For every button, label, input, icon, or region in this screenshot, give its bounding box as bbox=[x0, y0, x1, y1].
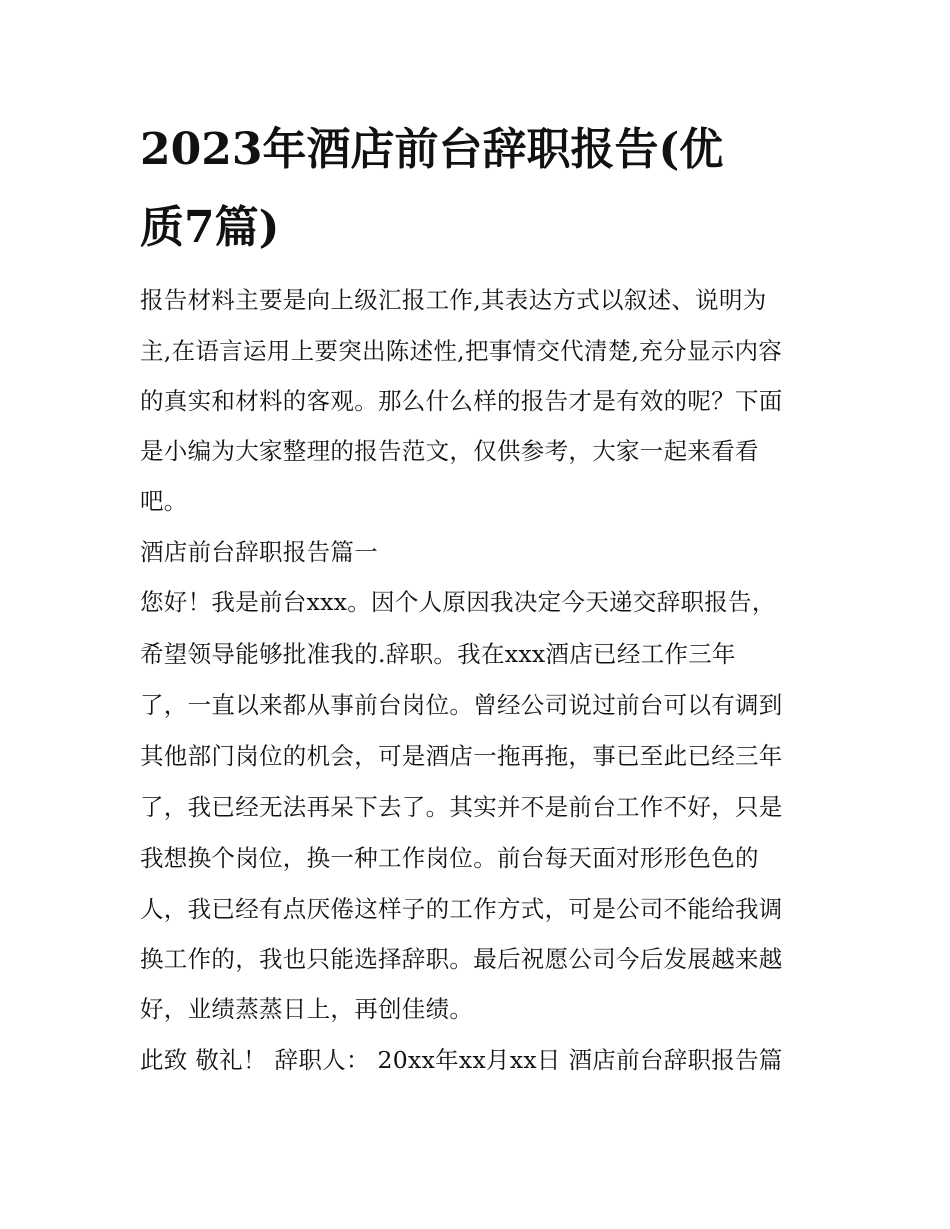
section-heading: 酒店前台辞职报告篇一 bbox=[140, 538, 378, 566]
intro-line-2: 主,在语言运用上要突出陈述性,把事情交代清楚,充分显示内容 bbox=[140, 337, 783, 365]
intro-line-3: 的真实和材料的客观。那么什么样的报告才是有效的呢？下面 bbox=[140, 387, 783, 415]
document-title-line-1: 2023年酒店前台辞职报告(优 bbox=[140, 124, 724, 175]
body-line-3: 了，一直以来都从事前台岗位。曾经公司说过前台可以有调到 bbox=[140, 691, 783, 719]
body-line-6: 我想换个岗位，换一种工作岗位。前台每天面对形形色色的 bbox=[140, 844, 759, 872]
document-title-line-2: 质7篇) bbox=[140, 202, 280, 253]
body-line-2: 希望领导能够批准我的.辞职。我在xxx酒店已经工作三年 bbox=[140, 640, 736, 668]
body-line-7: 人，我已经有点厌倦这样子的工作方式，可是公司不能给我调 bbox=[140, 895, 783, 923]
body-line-4: 其他部门岗位的机会，可是酒店一拖再拖，事已至此已经三年 bbox=[140, 742, 783, 770]
body-line-8: 换工作的，我也只能选择辞职。最后祝愿公司今后发展越来越 bbox=[140, 945, 783, 973]
intro-line-1: 报告材料主要是向上级汇报工作,其表达方式以叙述、说明为 bbox=[140, 286, 767, 314]
body-line-5: 了，我已经无法再呆下去了。其实并不是前台工作不好，只是 bbox=[140, 793, 783, 821]
closing-line: 此致 敬礼！ 辞职人： 20xx年xx月xx日 酒店前台辞职报告篇 bbox=[140, 1046, 783, 1074]
intro-line-4: 是小编为大家整理的报告范文，仅供参考，大家一起来看看 bbox=[140, 437, 759, 465]
body-line-1: 您好！我是前台xxx。因个人原因我决定今天递交辞职报告， bbox=[140, 588, 776, 616]
body-line-9: 好，业绩蒸蒸日上，再创佳绩。 bbox=[140, 995, 474, 1023]
intro-line-5: 吧。 bbox=[140, 487, 188, 515]
